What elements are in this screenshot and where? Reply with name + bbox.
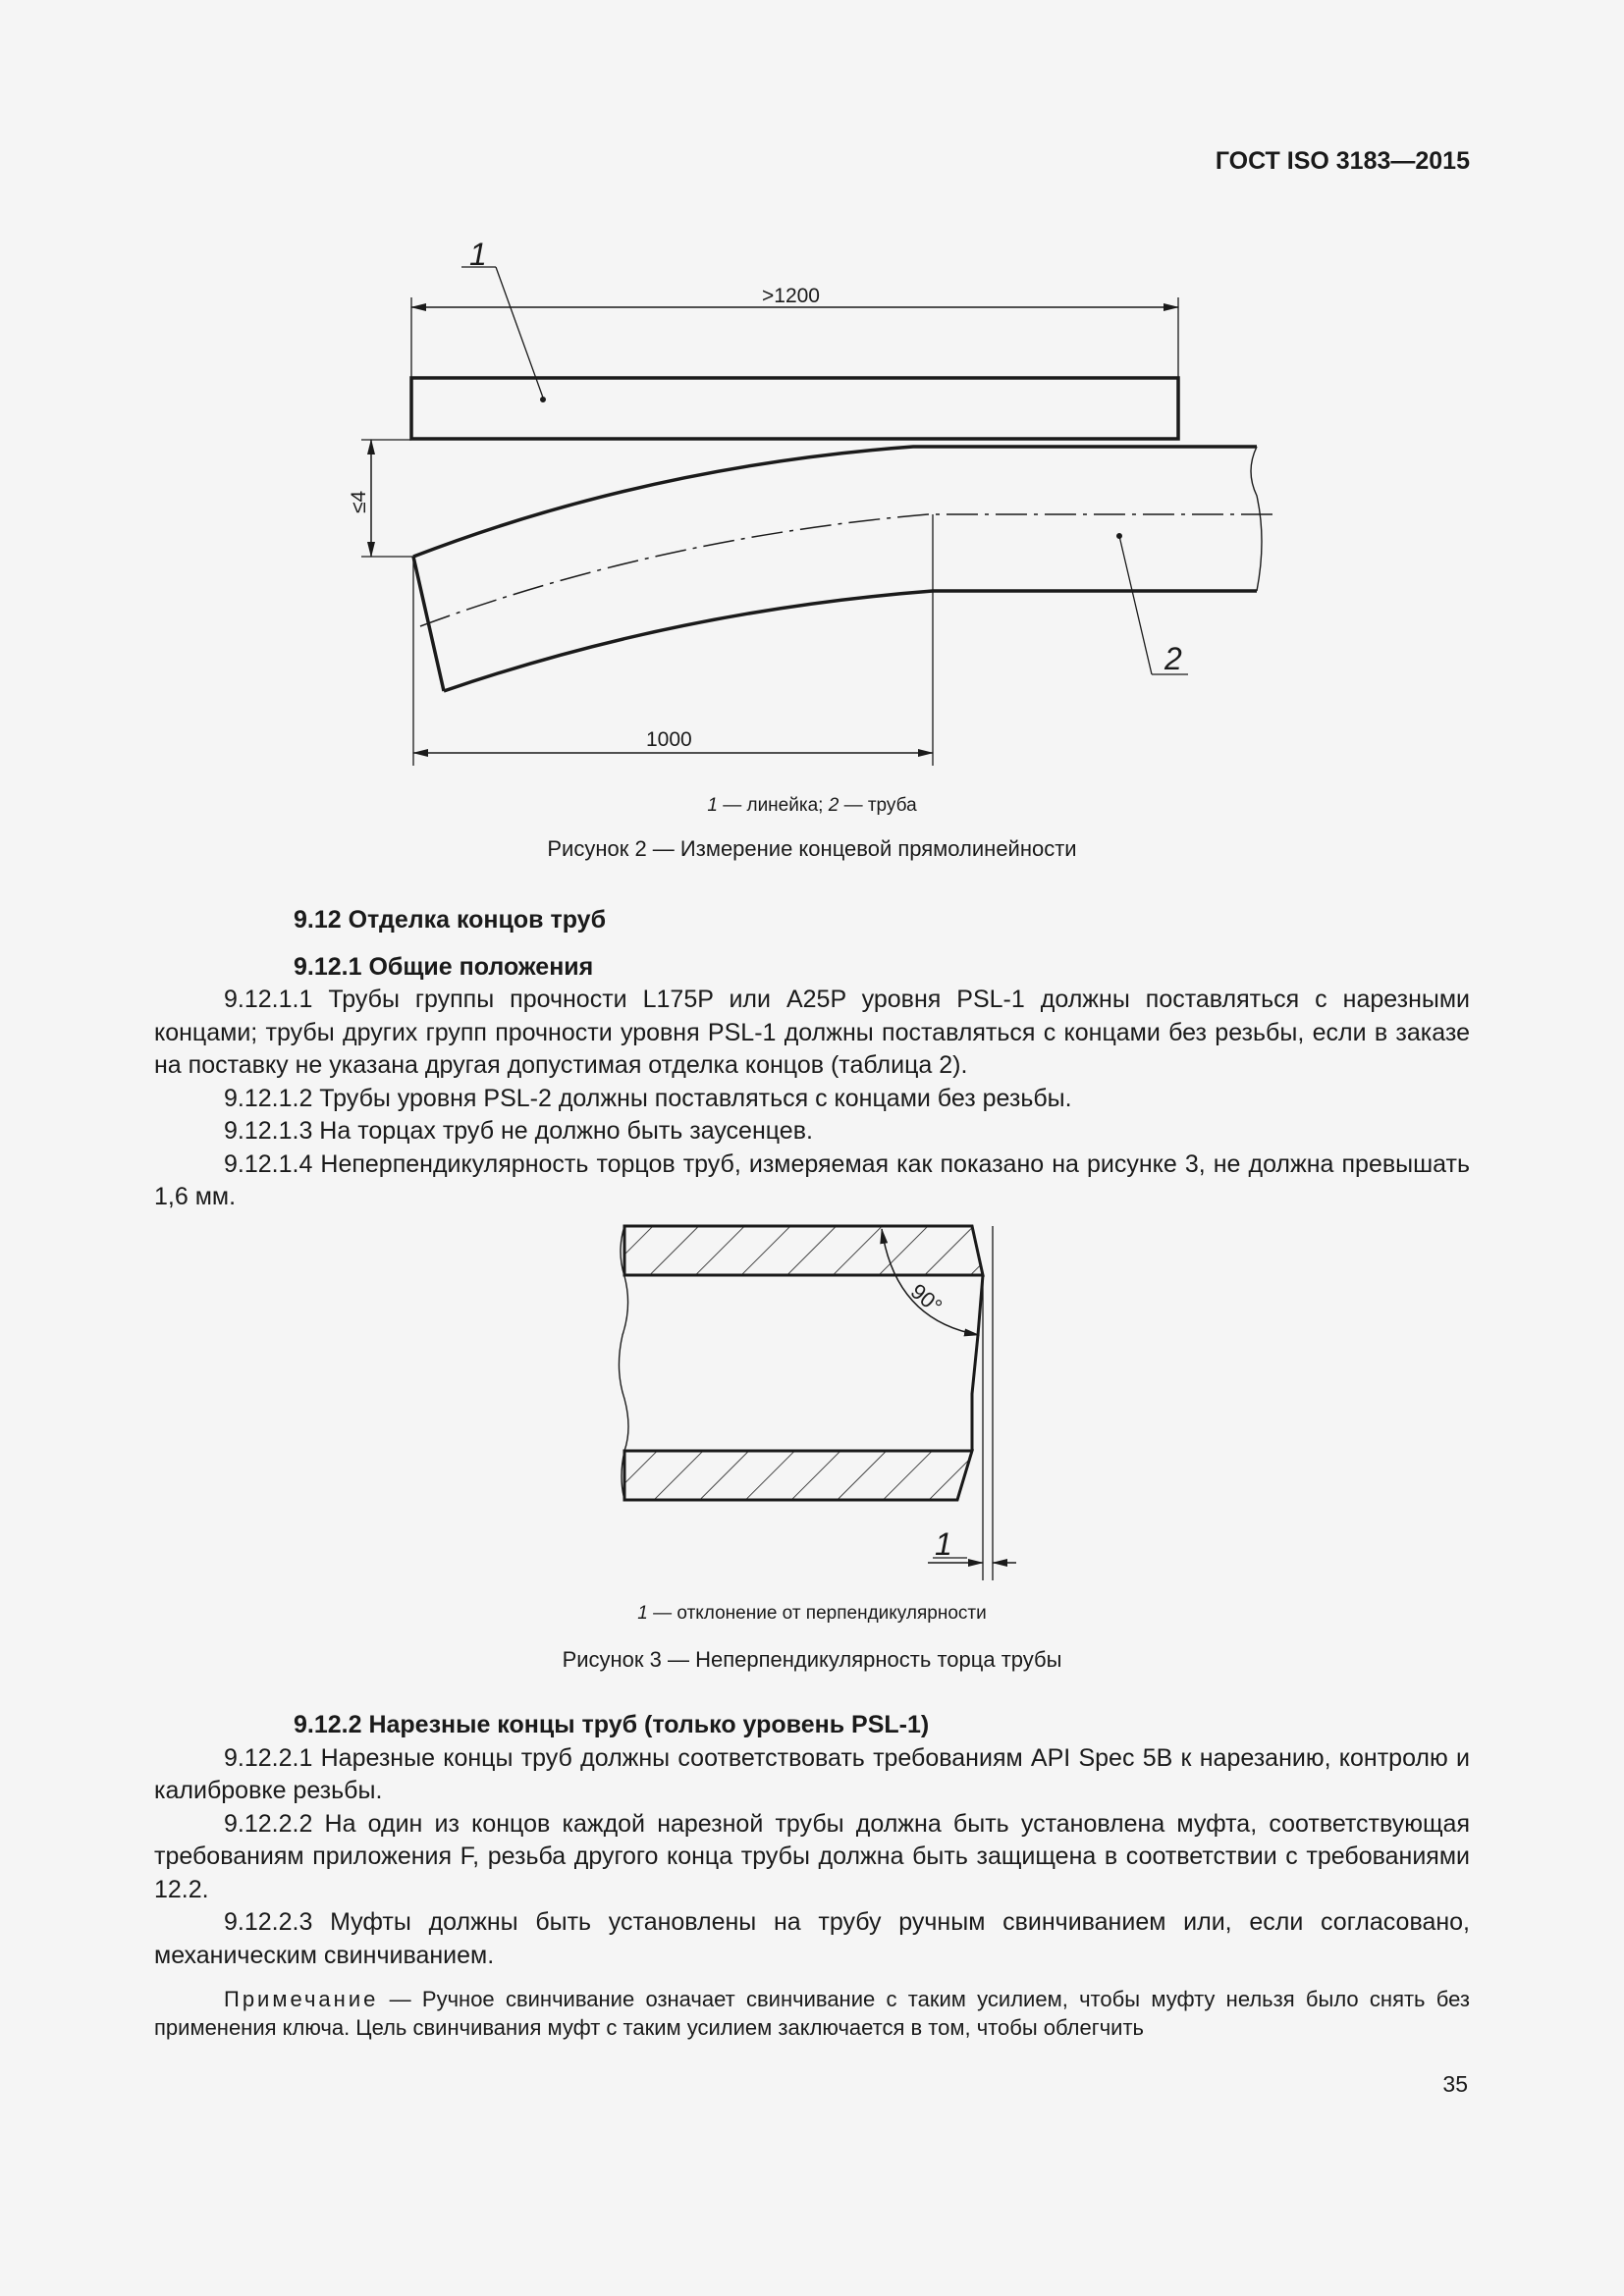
- pipe-centerline: [420, 514, 1274, 626]
- figure-3-drawing: [0, 1212, 1624, 1585]
- dim-top-text: >1200: [762, 285, 820, 307]
- para-9-12-1-4: 9.12.1.4 Неперпендикулярность торцов труб, измеряемая как показано на рисунке 3, не должна превышать 1,6 мм.: [154, 1149, 1470, 1210]
- note: [154, 1985, 1470, 2042]
- label-deviation: 1: [935, 1526, 952, 1562]
- pipe-wall-top: [624, 1226, 983, 1275]
- figure-2-key: 1 — линейка; 2 — труба: [707, 795, 917, 816]
- section-9-12-2: [154, 1709, 1470, 1972]
- figure-3-caption: Рисунок 3 — Неперпендикулярность торца трубы: [562, 1647, 1062, 1672]
- label-pipe: 2: [1164, 641, 1182, 676]
- figure-2-caption: Рисунок 2 — Измерение концевой прямолинейности: [547, 836, 1077, 861]
- angle-label: 90°: [905, 1278, 947, 1319]
- para-9-12-1-1: 9.12.1.1 Трубы группы прочности L175P или A25P уровня PSL-1 должны поставляться с нарезными концами; трубы других групп прочности уровня PSL-1 должны поставляться с концами без резьбы, если в заказе на поставку не указана другая допустимая отделка концов (таблица 2).: [154, 986, 1470, 1079]
- pipe-wall-bottom: [624, 1451, 972, 1500]
- heading-9-12-1: 9.12.1 Общие положения: [294, 952, 594, 981]
- figure-2-drawing: [0, 226, 1624, 785]
- heading-9-12-2: 9.12.2 Нарезные концы труб (только уровень PSL-1): [294, 1711, 930, 1738]
- para-9-12-1-3: 9.12.1.3 На торцах труб не должно быть заусенцев.: [224, 1117, 813, 1145]
- para-9-12-2-3: 9.12.2.3 Муфты должны быть установлены на трубу ручным свинчиванием или, если согласовано, механическим свинчиванием.: [154, 1908, 1470, 1969]
- heading-9-12: 9.12 Отделка концов труб: [294, 906, 607, 934]
- para-9-12-2-2: 9.12.2.2 На один из концов каждой нарезной трубы должна быть установлена муфта, соответствующая требованиям приложения F, резьба другого конца трубы должна быть защищена в соответствии с требованиями 12.2.: [154, 1809, 1470, 1903]
- pipe-outline: [413, 447, 1257, 557]
- figure-3-key: 1 — отклонение от перпендикулярности: [637, 1603, 987, 1624]
- dim-left-text: ≤4: [348, 490, 370, 513]
- label-ruler: 1: [469, 237, 487, 272]
- note-text: — Ручное свинчивание означает свинчивание с таким усилием, чтобы муфту нельзя было снять без применения ключа. Цель свинчивания муфт с таким усилием заключается в том, чтобы облегчить: [154, 1987, 1470, 2040]
- para-9-12-1-2: 9.12.1.2 Трубы уровня PSL-2 должны поставляться с концами без резьбы.: [224, 1084, 1072, 1112]
- ruler-rect: [411, 378, 1178, 439]
- section-9-12: [154, 904, 1470, 1214]
- page-number: 35: [1442, 2071, 1468, 2097]
- note-label: Примечание: [224, 1987, 379, 2011]
- para-9-12-2-1: 9.12.2.1 Нарезные концы труб должны соответствовать требованиям API Spec 5B к нарезанию, контролю и калибровке резьбы.: [154, 1743, 1470, 1804]
- document-header: ГОСТ ISO 3183—2015: [1215, 147, 1470, 175]
- dim-bottom-text: 1000: [646, 728, 692, 751]
